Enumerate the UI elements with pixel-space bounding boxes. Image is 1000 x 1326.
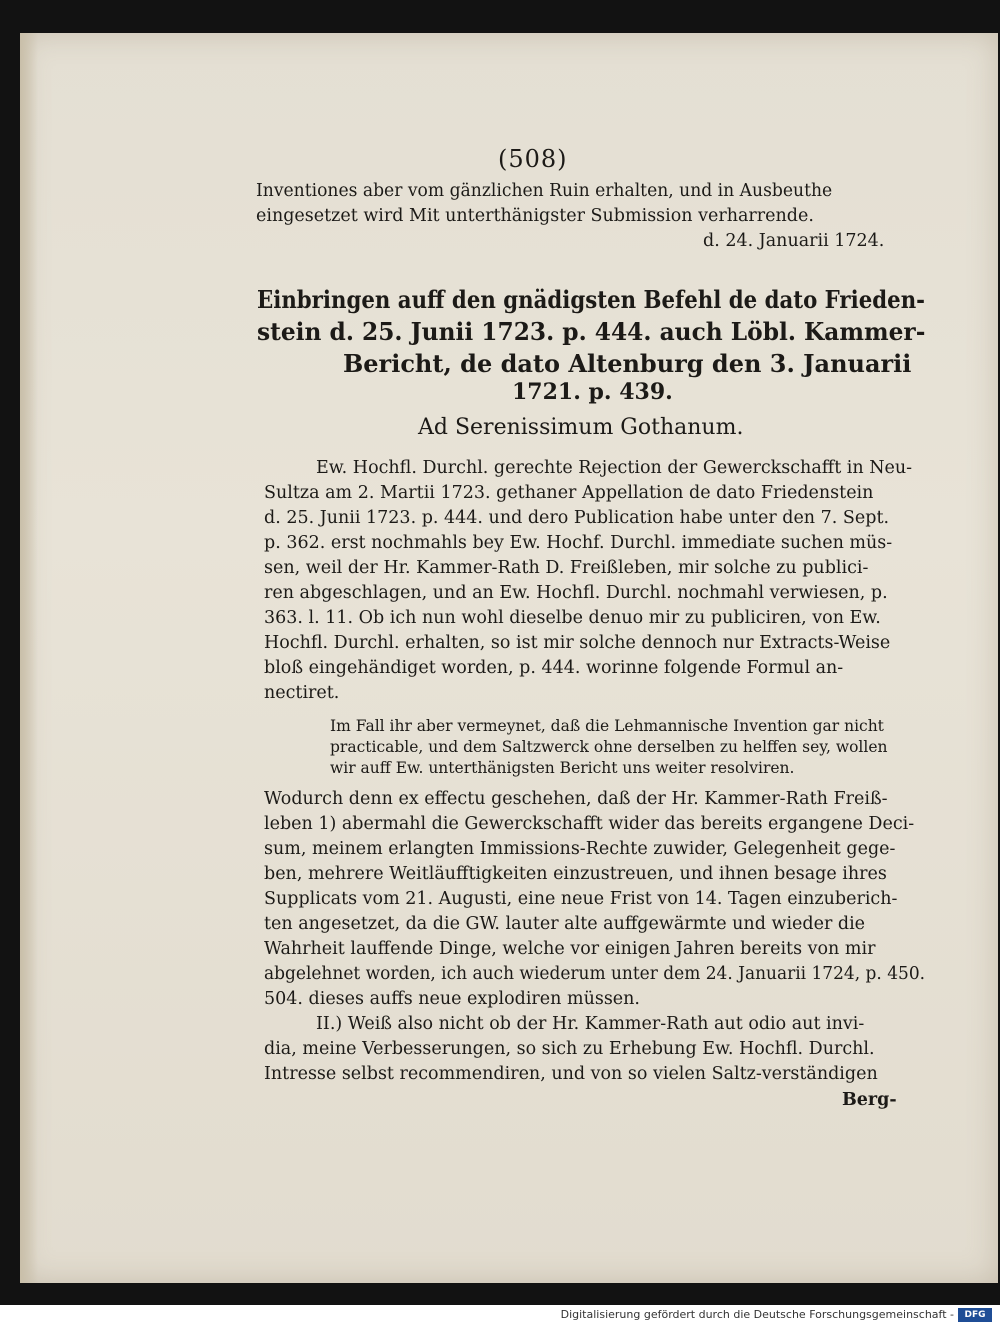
quote-line: practicable, und dem Saltzwerck ohne derselben zu helffen sey, wollen (330, 738, 888, 756)
text-line: dia, meine Verbesserungen, so sich zu Erhebung Ew. Hochfl. Durchl. (264, 1039, 875, 1059)
footer-bar (0, 1305, 1000, 1326)
text-line: Hochfl. Durchl. erhalten, so ist mir solche dennoch nur Extracts-Weise (264, 633, 891, 653)
heading-line: Einbringen auff den gnädigsten Befehl de dato Frieden- (257, 285, 926, 314)
heading-line: stein d. 25. Junii 1723. p. 444. auch Löbl. Kammer- (257, 317, 926, 346)
text-line: Sultza am 2. Martii 1723. gethaner Appellation de dato Friedenstein (264, 483, 874, 503)
text-line: Supplicats vom 21. Augusti, eine neue Frist von 14. Tagen einzuberich- (264, 889, 898, 909)
dfg-logo: DFG (958, 1308, 992, 1322)
addressee: Ad Serenissimum Gothanum. (418, 415, 744, 440)
text-line: II.) Weiß also nicht ob der Hr. Kammer-Rath aut odio aut invi- (316, 1014, 865, 1034)
text-line: Inventiones aber vom gänzlichen Ruin erhalten, und in Ausbeuthe (256, 181, 833, 201)
text-line: abgelehnet worden, ich auch wiederum unter dem 24. Januarii 1724, p. 450. (264, 964, 926, 984)
text-line: ben, mehrere Weitläufftigkeiten einzustreuen, und ihnen besage ihres (264, 864, 887, 884)
text-line: leben 1) abermahl die Gewerckschafft wider das bereits ergangene Deci- (264, 814, 915, 834)
quote-line: wir auff Ew. unterthänigsten Bericht uns weiter resolviren. (330, 759, 795, 777)
text-line: ren abgeschlagen, und an Ew. Hochfl. Durchl. nochmahl verwiesen, p. (264, 583, 888, 603)
text-line: sum, meinem erlangten Immissions-Rechte zuwider, Gelegenheit gege- (264, 839, 896, 859)
date-line: d. 24. Januarii 1724. (703, 231, 885, 251)
text-line: Wahrheit lauffende Dinge, welche vor einigen Jahren bereits von mir (264, 939, 876, 959)
text-line: d. 25. Junii 1723. p. 444. und dero Publication habe unter den 7. Sept. (264, 508, 890, 528)
text-line: 363. l. 11. Ob ich nun wohl dieselbe denuo mir zu publiciren, von Ew. (264, 608, 881, 628)
text-line: Ew. Hochfl. Durchl. gerechte Rejection der Gewerckschafft in Neu- (316, 458, 913, 478)
book-page (20, 33, 998, 1283)
catchword: Berg- (842, 1090, 897, 1110)
text-line: eingesetzet wird Mit unterthänigster Submission verharrende. (256, 206, 814, 226)
text-line: Intresse selbst recommendiren, und von so vielen Saltz-verständigen (264, 1064, 878, 1084)
text-line: ten angesetzet, da die GW. lauter alte auffgewärmte und wieder die (264, 914, 866, 934)
heading-line: Bericht, de dato Altenburg den 3. Januarii (343, 349, 912, 378)
quote-line: Im Fall ihr aber vermeynet, daß die Lehmannische Invention gar nicht (330, 717, 884, 735)
page-number: (508) (498, 145, 568, 173)
heading-line: 1721. p. 439. (512, 379, 673, 405)
text-line: 504. dieses auffs neue explodiren müssen. (264, 989, 640, 1009)
text-line: Wodurch denn ex effectu geschehen, daß der Hr. Kammer-Rath Freiß- (264, 789, 888, 809)
text-line: bloß eingehändiget worden, p. 444. worinne folgende Formul an- (264, 658, 844, 678)
text-line: nectiret. (264, 683, 340, 703)
text-line: sen, weil der Hr. Kammer-Rath D. Freißleben, mir solche zu publici- (264, 558, 869, 578)
text-line: p. 362. erst nochmahls bey Ew. Hochf. Durchl. immediate suchen müs- (264, 533, 893, 553)
footer-credit: Digitalisierung gefördert durch die Deutsche Forschungsgemeinschaft - (560, 1308, 954, 1321)
